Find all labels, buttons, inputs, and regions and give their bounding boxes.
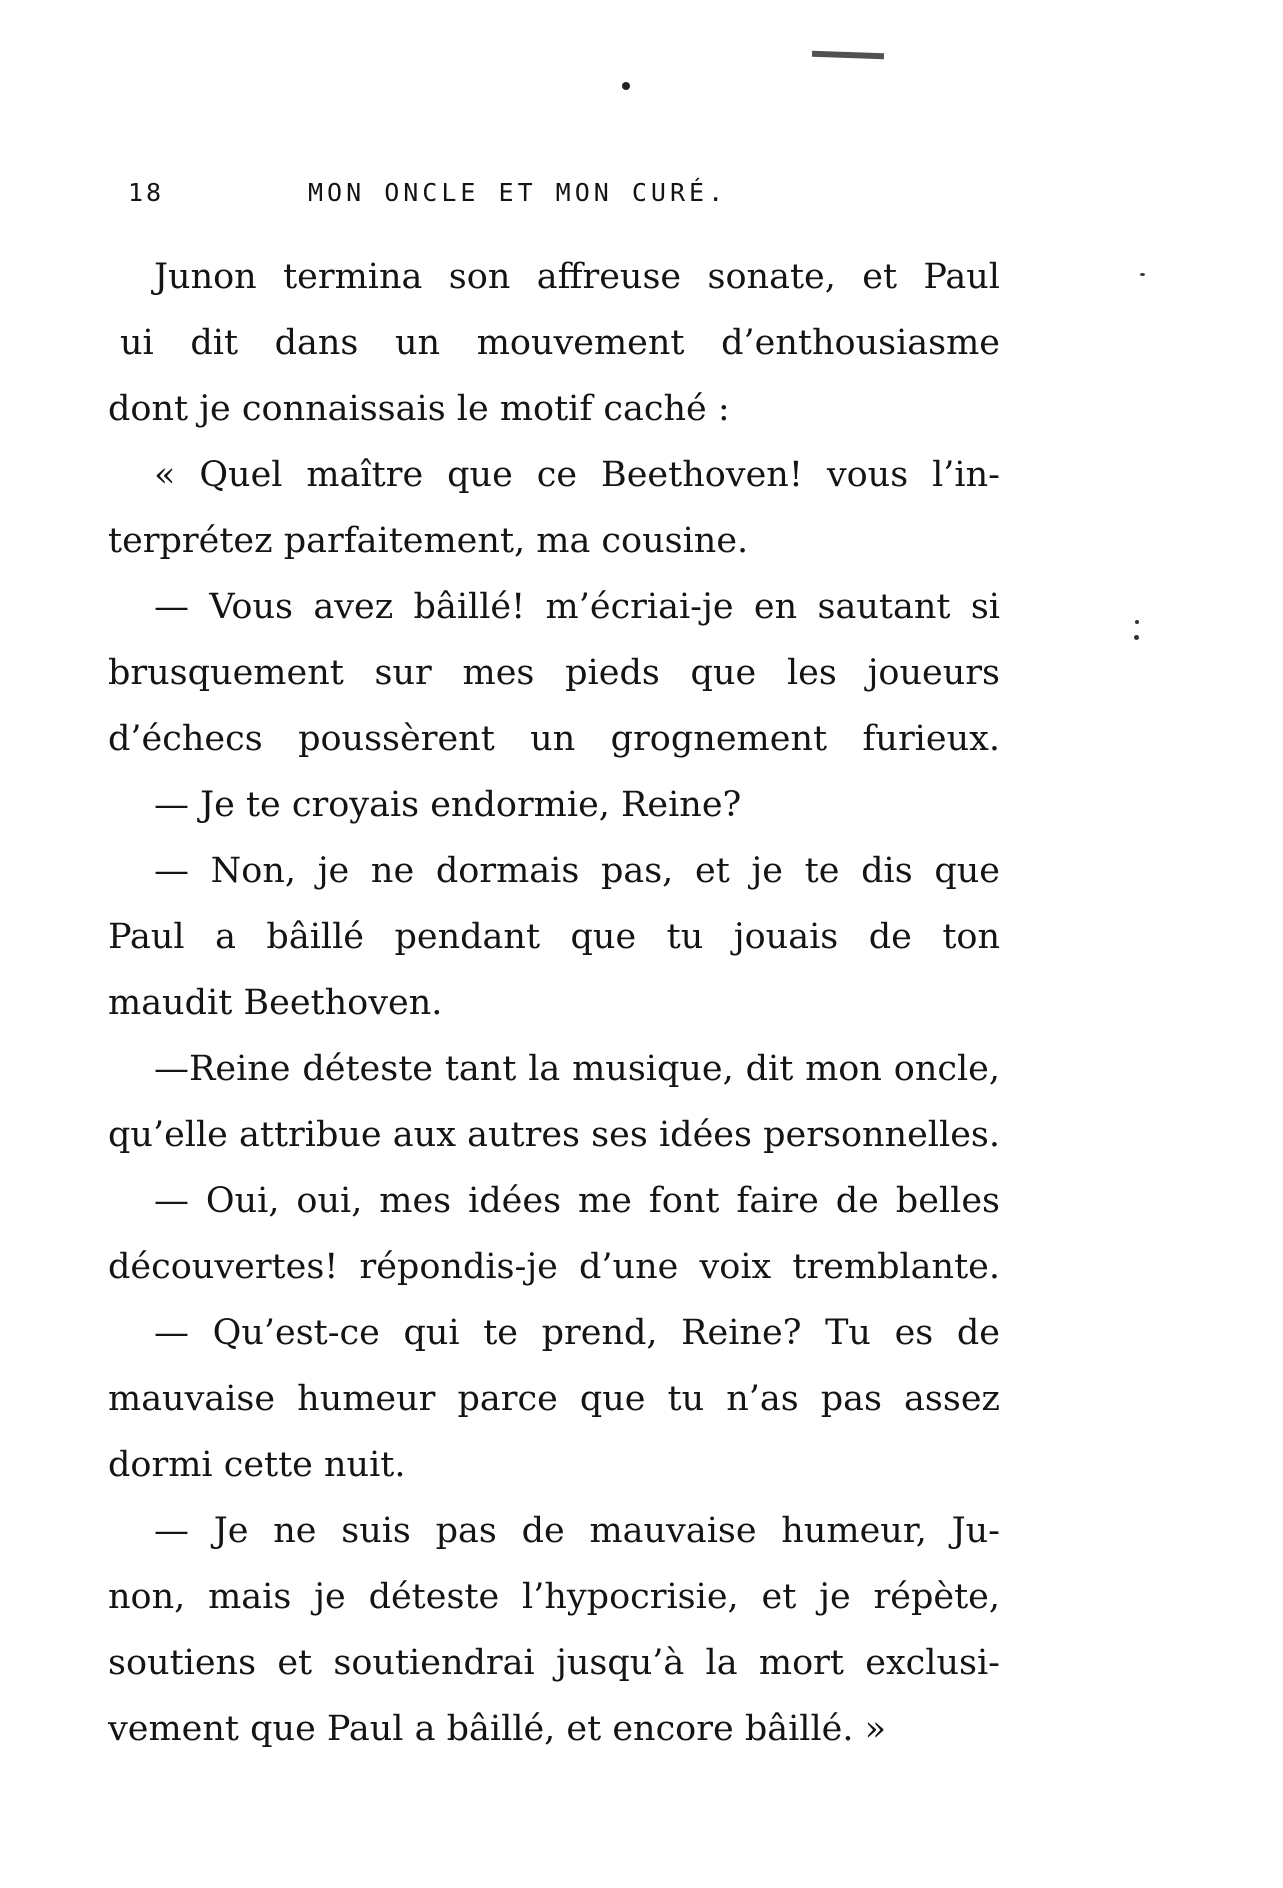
- text-line: — Non, je ne dormais pas, et je te dis que: [154, 851, 1000, 891]
- text-line: vement que Paul a bâillé, et encore bâillé. »: [108, 1709, 887, 1749]
- ink-speck: [1134, 635, 1139, 640]
- text-line: « Quel maître que ce Beethoven! vous l’in-: [154, 455, 1000, 495]
- text-line: ui dit dans un mouvement d’enthousiasme: [120, 323, 1000, 363]
- text-line: Junon termina son affreuse sonate, et Paul: [154, 257, 1000, 297]
- running-title: MON ONCLE ET MON CURÉ.: [308, 178, 728, 207]
- page-number: 18: [128, 178, 165, 207]
- text-line: — Je te croyais endormie, Reine?: [154, 785, 742, 825]
- text-line: brusquement sur mes pieds que les joueurs: [108, 653, 1000, 693]
- text-line: terprétez parfaitement, ma cousine.: [108, 521, 749, 561]
- ink-speck: [1140, 273, 1145, 276]
- text-line: soutiens et soutiendrai jusqu’à la mort exclusi-: [108, 1643, 1000, 1683]
- text-line: dont je connaissais le motif caché :: [108, 389, 730, 429]
- text-line: d’échecs poussèrent un grognement furieux.: [108, 719, 1000, 759]
- text-line: —Reine déteste tant la musique, dit mon oncle,: [154, 1049, 1000, 1089]
- text-line: — Oui, oui, mes idées me font faire de belles: [154, 1181, 1000, 1221]
- text-line: mauvaise humeur parce que tu n’as pas assez: [108, 1379, 1000, 1419]
- ink-dot: [622, 82, 630, 90]
- text-line: maudit Beethoven.: [108, 983, 443, 1023]
- text-line: — Vous avez bâillé! m’écriai-je en sautant si: [154, 587, 1000, 627]
- text-line: — Qu’est-ce qui te prend, Reine? Tu es de: [154, 1313, 1000, 1353]
- ink-smudge: [812, 51, 884, 60]
- running-head: [128, 178, 1008, 218]
- body-text: [108, 244, 1000, 1762]
- text-line: non, mais je déteste l’hypocrisie, et je répète,: [108, 1577, 1000, 1617]
- text-line: — Je ne suis pas de mauvaise humeur, Ju-: [154, 1511, 1000, 1551]
- text-line: découvertes! répondis-je d’une voix tremblante.: [108, 1247, 1000, 1287]
- text-line: Paul a bâillé pendant que tu jouais de ton: [108, 917, 1000, 957]
- ink-speck: [1135, 620, 1139, 624]
- text-line: dormi cette nuit.: [108, 1445, 406, 1485]
- text-line: qu’elle attribue aux autres ses idées personnelles.: [108, 1115, 1000, 1155]
